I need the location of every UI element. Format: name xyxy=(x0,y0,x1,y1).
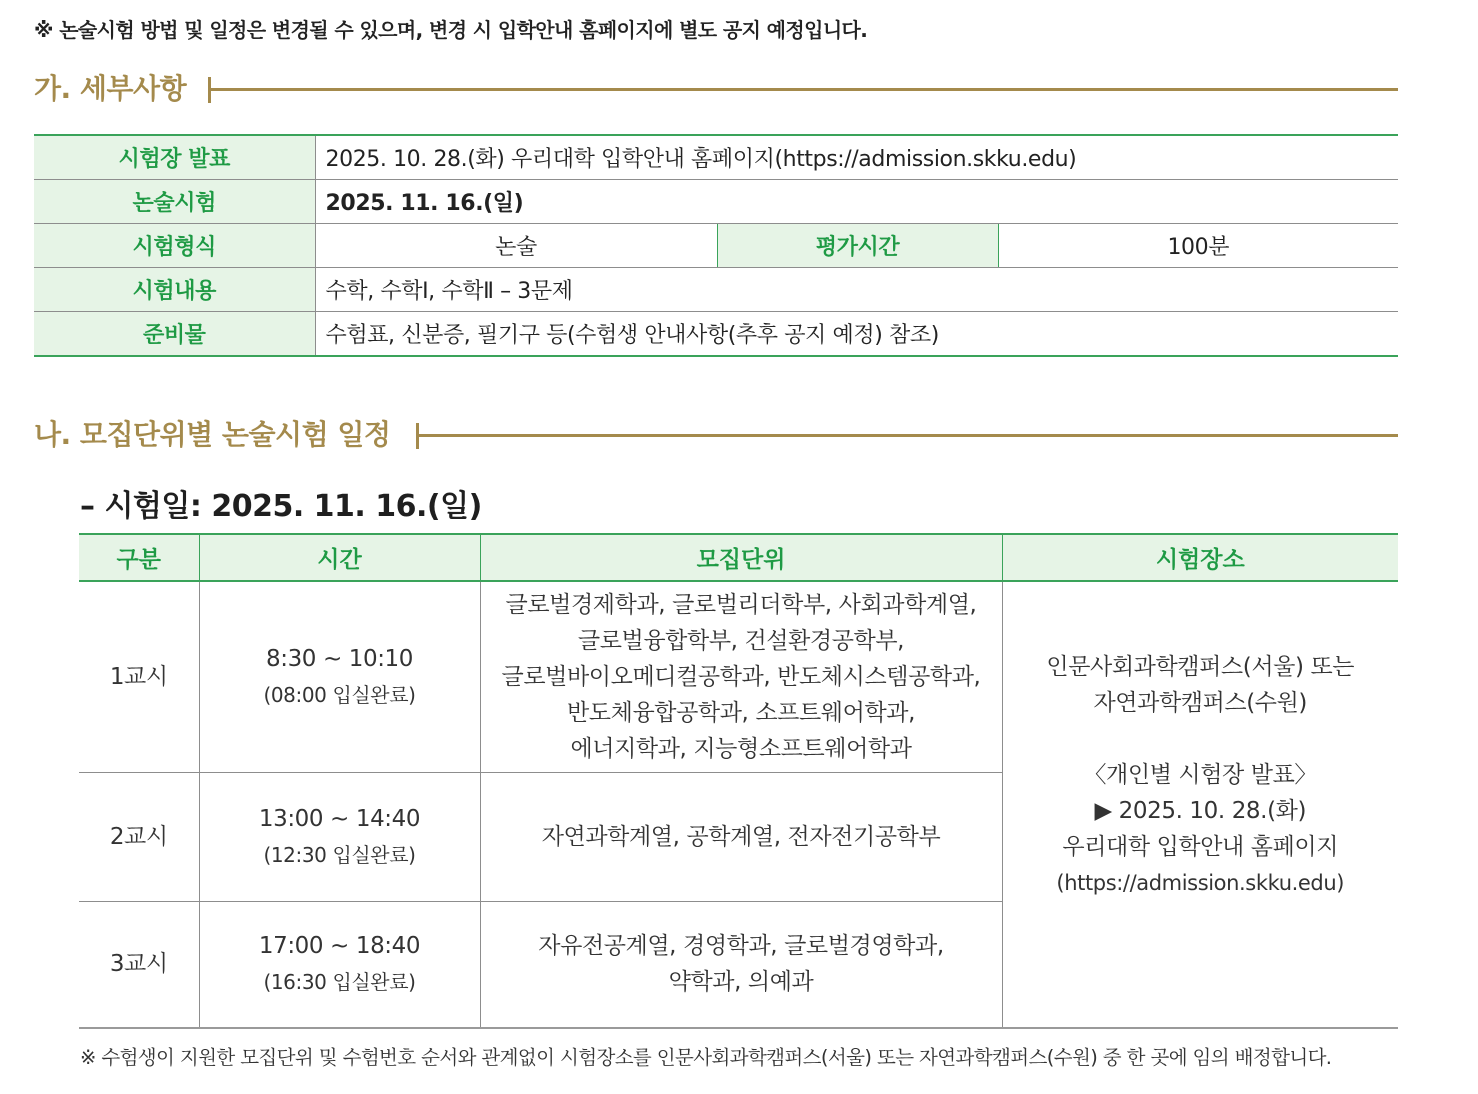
unit-line: 글로벌융합학부, 건설환경공학부, xyxy=(577,627,905,654)
row-label: 평가시간 xyxy=(717,224,998,268)
section-heading-schedule xyxy=(34,415,1398,455)
venue-cell xyxy=(1002,581,1398,1028)
table-row xyxy=(34,180,1398,224)
table-header-row xyxy=(79,534,1398,581)
row-value: 수험표, 신분증, 필기구 등(수험생 안내사항(추후 공지 예정) 참조) xyxy=(325,323,939,348)
row-label: 시험장 발표 xyxy=(34,135,315,180)
column-header: 구분 xyxy=(79,534,199,581)
table-row xyxy=(34,312,1398,357)
unit-line: 글로벌경제학과, 글로벌리더학부, 사회과학계열, xyxy=(505,591,977,618)
venue-spacer xyxy=(1009,721,1393,757)
row-value: 수학, 수학Ⅰ, 수학Ⅱ – 3문제 xyxy=(315,268,1398,312)
column-header: 모집단위 xyxy=(480,534,1002,581)
time-cell xyxy=(199,772,480,901)
row-label: 논술시험 xyxy=(34,180,315,224)
unit-line: 자유전공계열, 경영학과, 글로벌경영학과, xyxy=(538,933,944,960)
heading-rule-line xyxy=(419,434,1398,437)
time-cell xyxy=(199,901,480,1028)
row-label: 시험형식 xyxy=(34,224,315,268)
entry-time: (12:30 입실완료) xyxy=(263,842,416,867)
footnote: ※ 수험생이 지원한 모집단위 및 수험번호 순서와 관계없이 시험장소를 인문사회과학캠퍼스(서울) 또는 자연과학캠퍼스(수원) 중 한 곳에 임의 배정합니다. xyxy=(80,1046,1332,1069)
schedule-table xyxy=(79,533,1398,1029)
venue-line: 자연과학캠퍼스(수원) xyxy=(1093,689,1307,716)
venue-line: (https://admission.skku.edu) xyxy=(1056,870,1345,895)
units-cell xyxy=(480,581,1002,772)
row-value: 2025. 11. 16.(일) xyxy=(315,180,1398,224)
time-cell xyxy=(199,581,480,772)
row-label: 시험내용 xyxy=(34,268,315,312)
row-value: 논술 xyxy=(315,224,717,268)
section-heading-details xyxy=(34,69,1398,109)
exam-date-heading: – 시험일: 2025. 11. 16.(일) xyxy=(80,489,482,524)
period-cell: 2교시 xyxy=(79,772,199,901)
table-row xyxy=(34,224,1398,268)
unit-line: 자연과학계열, 공학계열, 전자전기공학부 xyxy=(541,823,941,850)
section-title: 나. 모집단위별 논술시험 일정 xyxy=(34,418,391,451)
row-value: 100분 xyxy=(998,224,1398,268)
unit-line: 글로벌바이오메디컬공학과, 반도체시스템공학과, xyxy=(501,663,981,690)
units-cell xyxy=(480,772,1002,901)
section-title: 가. 세부사항 xyxy=(34,72,187,105)
column-header: 시험장소 xyxy=(1002,534,1398,581)
period-cell: 3교시 xyxy=(79,901,199,1028)
period-cell: 1교시 xyxy=(79,581,199,772)
venue-spacer xyxy=(1009,901,1393,961)
time-range: 13:00 ~ 14:40 xyxy=(258,805,421,832)
table-row xyxy=(79,581,1398,772)
column-header: 시간 xyxy=(199,534,480,581)
heading-rule-line xyxy=(211,88,1398,91)
units-cell xyxy=(480,901,1002,1028)
entry-time: (16:30 입실완료) xyxy=(263,970,416,995)
row-label: 준비물 xyxy=(34,312,315,357)
table-row xyxy=(34,268,1398,312)
top-notice: ※ 논술시험 방법 및 일정은 변경될 수 있으며, 변경 시 입학안내 홈페이지에 별도 공지 예정입니다. xyxy=(34,18,868,42)
unit-line: 약학과, 의예과 xyxy=(668,969,814,996)
row-value: 2025. 10. 28.(화) 우리대학 입학안내 홈페이지(https://admission.skku.edu) xyxy=(315,135,1398,180)
venue-line: ▶ 2025. 10. 28.(화) xyxy=(1094,797,1307,824)
entry-time: (08:00 입실완료) xyxy=(263,682,416,707)
venue-line: 〈개인별 시험장 발표〉 xyxy=(1083,761,1318,788)
time-range: 8:30 ~ 10:10 xyxy=(265,645,414,672)
details-table xyxy=(34,134,1398,357)
unit-line: 반도체융합공학과, 소프트웨어학과, xyxy=(566,699,915,726)
time-range: 17:00 ~ 18:40 xyxy=(258,933,421,960)
unit-line: 에너지학과, 지능형소프트웨어학과 xyxy=(570,735,912,762)
venue-line: 인문사회과학캠퍼스(서울) 또는 xyxy=(1046,653,1355,680)
table-row xyxy=(34,135,1398,180)
venue-line: 우리대학 입학안내 홈페이지 xyxy=(1062,833,1339,860)
